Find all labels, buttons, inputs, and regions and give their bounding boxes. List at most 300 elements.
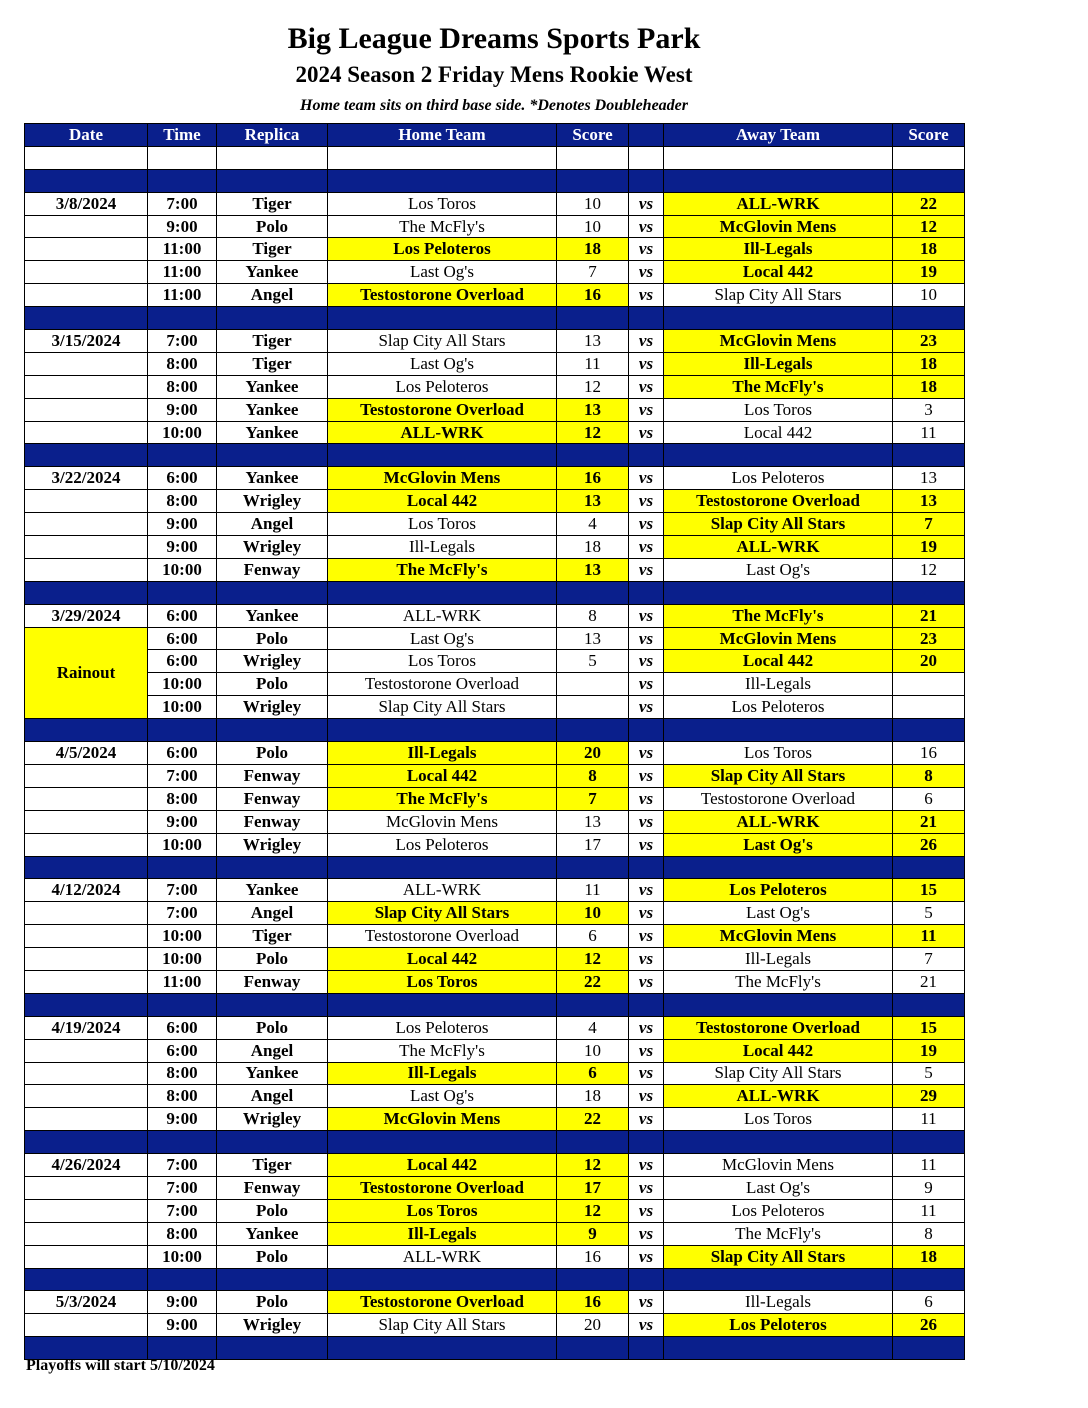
game-row <box>25 1314 965 1337</box>
vs-label: vs <box>629 1062 664 1085</box>
home-score: 22 <box>557 1108 629 1131</box>
away-team: Los Toros <box>664 742 893 765</box>
game-row <box>25 238 965 261</box>
game-time: 10:00 <box>148 1245 217 1268</box>
home-score: 10 <box>557 902 629 925</box>
game-field: Tiger <box>217 238 328 261</box>
home-score: 20 <box>557 1314 629 1337</box>
game-row <box>25 810 965 833</box>
away-score <box>893 696 965 719</box>
separator-cell <box>217 307 328 330</box>
home-score: 11 <box>557 352 629 375</box>
away-score: 26 <box>893 1314 965 1337</box>
away-score: 6 <box>893 1291 965 1314</box>
away-team: Los Peloteros <box>664 879 893 902</box>
vs-label: vs <box>629 1085 664 1108</box>
game-date: 3/15/2024 <box>25 330 148 353</box>
game-time: 6:00 <box>148 627 217 650</box>
game-time: 10:00 <box>148 696 217 719</box>
week-separator <box>25 444 965 467</box>
vs-label: vs <box>629 1245 664 1268</box>
away-team: Los Peloteros <box>664 1199 893 1222</box>
home-score: 13 <box>557 627 629 650</box>
game-time: 9:00 <box>148 810 217 833</box>
away-score <box>893 673 965 696</box>
vs-label: vs <box>629 261 664 284</box>
separator-cell <box>664 856 893 879</box>
home-team: Local 442 <box>328 1154 557 1177</box>
vs-label: vs <box>629 284 664 307</box>
separator-cell <box>148 856 217 879</box>
game-field: Polo <box>217 1245 328 1268</box>
home-team: Last Og's <box>328 627 557 650</box>
away-team: ALL-WRK <box>664 1085 893 1108</box>
game-time: 6:00 <box>148 650 217 673</box>
away-score: 12 <box>893 558 965 581</box>
schedule-table <box>24 123 965 1360</box>
game-date <box>25 787 148 810</box>
separator-cell <box>25 444 148 467</box>
separator-cell <box>893 307 965 330</box>
away-team: Los Toros <box>664 398 893 421</box>
game-time: 9:00 <box>148 1108 217 1131</box>
game-time: 8:00 <box>148 787 217 810</box>
game-date <box>25 261 148 284</box>
game-time: 8:00 <box>148 1085 217 1108</box>
separator-cell <box>893 444 965 467</box>
game-row <box>25 970 965 993</box>
separator-cell <box>148 1131 217 1154</box>
column-header-away-team: Away Team <box>664 124 893 147</box>
away-score: 13 <box>893 490 965 513</box>
home-score: 22 <box>557 970 629 993</box>
game-field: Polo <box>217 742 328 765</box>
separator-cell <box>328 1337 557 1360</box>
home-team: Last Og's <box>328 1085 557 1108</box>
game-date <box>25 513 148 536</box>
home-team: Local 442 <box>328 764 557 787</box>
game-date <box>25 215 148 238</box>
vs-label: vs <box>629 902 664 925</box>
game-row <box>25 1245 965 1268</box>
game-field: Wrigley <box>217 1314 328 1337</box>
vs-label: vs <box>629 215 664 238</box>
game-date <box>25 1108 148 1131</box>
game-field: Yankee <box>217 1222 328 1245</box>
away-score: 20 <box>893 650 965 673</box>
game-row <box>25 925 965 948</box>
game-field: Wrigley <box>217 490 328 513</box>
game-field: Yankee <box>217 1062 328 1085</box>
home-score: 12 <box>557 375 629 398</box>
away-score: 23 <box>893 627 965 650</box>
game-time: 6:00 <box>148 1039 217 1062</box>
game-date <box>25 833 148 856</box>
game-time: 7:00 <box>148 1154 217 1177</box>
home-score: 12 <box>557 1154 629 1177</box>
separator-cell <box>148 307 217 330</box>
game-field: Yankee <box>217 375 328 398</box>
separator-cell <box>148 169 217 192</box>
home-team: Testostorone Overload <box>328 1291 557 1314</box>
separator-cell <box>328 307 557 330</box>
game-field: Angel <box>217 513 328 536</box>
game-row <box>25 604 965 627</box>
game-date <box>25 1085 148 1108</box>
home-score: 13 <box>557 490 629 513</box>
separator-cell <box>664 719 893 742</box>
away-score: 11 <box>893 925 965 948</box>
game-time: 10:00 <box>148 421 217 444</box>
separator-cell <box>664 581 893 604</box>
game-field: Fenway <box>217 970 328 993</box>
game-time: 9:00 <box>148 513 217 536</box>
away-team: The McFly's <box>664 1222 893 1245</box>
separator-cell <box>217 993 328 1016</box>
away-team: The McFly's <box>664 375 893 398</box>
home-score: 16 <box>557 1291 629 1314</box>
home-score: 13 <box>557 330 629 353</box>
game-time: 10:00 <box>148 925 217 948</box>
game-time: 7:00 <box>148 902 217 925</box>
separator-cell <box>148 444 217 467</box>
game-date <box>25 925 148 948</box>
game-field: Wrigley <box>217 696 328 719</box>
game-field: Tiger <box>217 192 328 215</box>
separator-cell <box>148 581 217 604</box>
away-team: Local 442 <box>664 261 893 284</box>
away-team: Los Toros <box>664 1108 893 1131</box>
separator-cell <box>148 993 217 1016</box>
game-date <box>25 558 148 581</box>
separator-cell <box>557 719 629 742</box>
home-team: Slap City All Stars <box>328 902 557 925</box>
home-score: 13 <box>557 810 629 833</box>
week-separator <box>25 1268 965 1291</box>
away-score: 21 <box>893 810 965 833</box>
blank-cell <box>664 146 893 169</box>
home-team: Ill-Legals <box>328 742 557 765</box>
game-field: Wrigley <box>217 1108 328 1131</box>
away-team: The McFly's <box>664 970 893 993</box>
separator-cell <box>664 169 893 192</box>
game-time: 10:00 <box>148 833 217 856</box>
away-team: The McFly's <box>664 604 893 627</box>
vs-label: vs <box>629 1154 664 1177</box>
game-row <box>25 513 965 536</box>
home-score: 4 <box>557 513 629 536</box>
away-team: Last Og's <box>664 902 893 925</box>
game-field: Wrigley <box>217 650 328 673</box>
home-team: McGlovin Mens <box>328 810 557 833</box>
game-date: 3/29/2024 <box>25 604 148 627</box>
separator-cell <box>557 169 629 192</box>
game-field: Polo <box>217 627 328 650</box>
vs-label: vs <box>629 627 664 650</box>
week-separator <box>25 719 965 742</box>
game-date: 4/19/2024 <box>25 1016 148 1039</box>
separator-cell <box>25 1131 148 1154</box>
separator-cell <box>217 1337 328 1360</box>
away-team: ALL-WRK <box>664 810 893 833</box>
separator-cell <box>893 1268 965 1291</box>
game-field: Fenway <box>217 787 328 810</box>
away-team: McGlovin Mens <box>664 627 893 650</box>
vs-label: vs <box>629 1222 664 1245</box>
separator-cell <box>557 307 629 330</box>
game-field: Polo <box>217 673 328 696</box>
home-team: Testostorone Overload <box>328 1176 557 1199</box>
game-date <box>25 902 148 925</box>
separator-cell <box>557 444 629 467</box>
home-team: McGlovin Mens <box>328 467 557 490</box>
home-team: Los Peloteros <box>328 238 557 261</box>
home-score: 8 <box>557 604 629 627</box>
away-team: Slap City All Stars <box>664 1245 893 1268</box>
home-score: 16 <box>557 1245 629 1268</box>
home-team: Los Toros <box>328 970 557 993</box>
home-team: The McFly's <box>328 558 557 581</box>
week-separator <box>25 1131 965 1154</box>
game-field: Fenway <box>217 810 328 833</box>
game-time: 9:00 <box>148 215 217 238</box>
game-row <box>25 787 965 810</box>
game-date <box>25 948 148 971</box>
home-team: ALL-WRK <box>328 421 557 444</box>
game-field: Angel <box>217 1085 328 1108</box>
home-score: 6 <box>557 1062 629 1085</box>
game-field: Polo <box>217 215 328 238</box>
vs-label: vs <box>629 696 664 719</box>
home-score: 12 <box>557 421 629 444</box>
blank-cell <box>148 146 217 169</box>
away-score: 19 <box>893 261 965 284</box>
blank-cell <box>25 146 148 169</box>
separator-cell <box>664 307 893 330</box>
game-row <box>25 742 965 765</box>
game-time: 10:00 <box>148 673 217 696</box>
vs-label: vs <box>629 1176 664 1199</box>
page-subtitle: 2024 Season 2 Friday Mens Rookie West <box>295 62 693 87</box>
separator-cell <box>328 1268 557 1291</box>
game-field: Yankee <box>217 421 328 444</box>
home-team: Ill-Legals <box>328 536 557 559</box>
game-date <box>25 1062 148 1085</box>
vs-label: vs <box>629 1108 664 1131</box>
home-score: 8 <box>557 764 629 787</box>
separator-cell <box>629 856 664 879</box>
separator-cell <box>328 169 557 192</box>
away-team: Slap City All Stars <box>664 513 893 536</box>
away-score: 19 <box>893 1039 965 1062</box>
game-date: 3/22/2024 <box>25 467 148 490</box>
away-team: McGlovin Mens <box>664 330 893 353</box>
game-field: Fenway <box>217 764 328 787</box>
page-note: Home team sits on third base side. *Denotes Doubleheader <box>300 97 688 114</box>
week-separator <box>25 581 965 604</box>
away-team: Last Og's <box>664 558 893 581</box>
blank-cell <box>328 146 557 169</box>
game-time: 9:00 <box>148 398 217 421</box>
separator-cell <box>629 1268 664 1291</box>
game-row <box>25 284 965 307</box>
week-separator <box>25 856 965 879</box>
game-time: 8:00 <box>148 375 217 398</box>
game-time: 8:00 <box>148 352 217 375</box>
away-score: 12 <box>893 215 965 238</box>
away-score: 15 <box>893 1016 965 1039</box>
schedule-body <box>25 146 965 1359</box>
home-score: 10 <box>557 192 629 215</box>
vs-label: vs <box>629 558 664 581</box>
home-team: Testostorone Overload <box>328 284 557 307</box>
blank-row <box>25 146 965 169</box>
game-time: 8:00 <box>148 1222 217 1245</box>
game-time: 7:00 <box>148 879 217 902</box>
away-score: 21 <box>893 604 965 627</box>
game-row <box>25 1039 965 1062</box>
game-row <box>25 1154 965 1177</box>
game-field: Fenway <box>217 1176 328 1199</box>
away-team: ALL-WRK <box>664 192 893 215</box>
home-score: 11 <box>557 879 629 902</box>
home-score: 4 <box>557 1016 629 1039</box>
blank-cell <box>557 146 629 169</box>
game-field: Fenway <box>217 558 328 581</box>
vs-label: vs <box>629 948 664 971</box>
home-score: 13 <box>557 558 629 581</box>
home-team: Last Og's <box>328 352 557 375</box>
game-field: Tiger <box>217 925 328 948</box>
away-score: 8 <box>893 1222 965 1245</box>
game-field: Polo <box>217 1291 328 1314</box>
home-score: 20 <box>557 742 629 765</box>
home-team: The McFly's <box>328 1039 557 1062</box>
away-score: 16 <box>893 742 965 765</box>
game-date: 5/3/2024 <box>25 1291 148 1314</box>
game-row <box>25 1199 965 1222</box>
vs-label: vs <box>629 810 664 833</box>
game-row <box>25 764 965 787</box>
game-date <box>25 764 148 787</box>
game-field: Polo <box>217 948 328 971</box>
home-score <box>557 696 629 719</box>
away-team: ALL-WRK <box>664 536 893 559</box>
away-score: 10 <box>893 284 965 307</box>
separator-cell <box>629 719 664 742</box>
game-time: 8:00 <box>148 490 217 513</box>
home-team: Testostorone Overload <box>328 673 557 696</box>
game-date <box>25 810 148 833</box>
away-score: 11 <box>893 1199 965 1222</box>
game-date <box>25 1314 148 1337</box>
game-time: 8:00 <box>148 1062 217 1085</box>
separator-cell <box>217 1131 328 1154</box>
home-score: 17 <box>557 833 629 856</box>
separator-cell <box>664 444 893 467</box>
game-time: 11:00 <box>148 238 217 261</box>
separator-cell <box>217 719 328 742</box>
away-team: Last Og's <box>664 833 893 856</box>
game-row <box>25 673 965 696</box>
game-row <box>25 467 965 490</box>
home-team: ALL-WRK <box>328 1245 557 1268</box>
separator-cell <box>25 1268 148 1291</box>
game-time: 9:00 <box>148 1314 217 1337</box>
home-team: Last Og's <box>328 261 557 284</box>
game-row <box>25 1016 965 1039</box>
separator-cell <box>557 581 629 604</box>
game-row <box>25 490 965 513</box>
vs-label: vs <box>629 833 664 856</box>
separator-cell <box>893 169 965 192</box>
away-team: Testostorone Overload <box>664 490 893 513</box>
game-row <box>25 398 965 421</box>
separator-cell <box>893 1337 965 1360</box>
vs-label: vs <box>629 330 664 353</box>
away-team: Local 442 <box>664 1039 893 1062</box>
game-row <box>25 192 965 215</box>
home-team: ALL-WRK <box>328 879 557 902</box>
vs-label: vs <box>629 238 664 261</box>
game-date: 4/26/2024 <box>25 1154 148 1177</box>
separator-cell <box>893 993 965 1016</box>
separator-cell <box>25 307 148 330</box>
home-score: 16 <box>557 467 629 490</box>
rainout-label: Rainout <box>25 627 148 719</box>
away-team: Los Peloteros <box>664 696 893 719</box>
game-field: Tiger <box>217 330 328 353</box>
separator-cell <box>217 581 328 604</box>
page-title: Big League Dreams Sports Park <box>287 22 701 55</box>
away-score: 18 <box>893 238 965 261</box>
separator-cell <box>25 169 148 192</box>
home-score: 7 <box>557 787 629 810</box>
game-date <box>25 284 148 307</box>
game-field: Angel <box>217 902 328 925</box>
separator-cell <box>25 719 148 742</box>
separator-cell <box>629 1131 664 1154</box>
game-field: Polo <box>217 1016 328 1039</box>
vs-label: vs <box>629 604 664 627</box>
separator-cell <box>893 1131 965 1154</box>
game-field: Yankee <box>217 398 328 421</box>
game-time: 9:00 <box>148 536 217 559</box>
separator-cell <box>148 1268 217 1291</box>
away-score: 18 <box>893 1245 965 1268</box>
away-team: Los Peloteros <box>664 467 893 490</box>
game-date <box>25 375 148 398</box>
game-date <box>25 398 148 421</box>
home-team: Local 442 <box>328 948 557 971</box>
vs-label: vs <box>629 352 664 375</box>
home-score: 6 <box>557 925 629 948</box>
home-team: Los Peloteros <box>328 375 557 398</box>
separator-cell <box>893 719 965 742</box>
vs-label: vs <box>629 1314 664 1337</box>
separator-cell <box>148 719 217 742</box>
game-date: 4/5/2024 <box>25 742 148 765</box>
game-time: 11:00 <box>148 284 217 307</box>
home-score: 9 <box>557 1222 629 1245</box>
week-separator <box>25 169 965 192</box>
away-score: 3 <box>893 398 965 421</box>
separator-cell <box>557 1337 629 1360</box>
blank-cell <box>629 146 664 169</box>
game-field: Tiger <box>217 1154 328 1177</box>
away-score: 19 <box>893 536 965 559</box>
separator-cell <box>629 1337 664 1360</box>
